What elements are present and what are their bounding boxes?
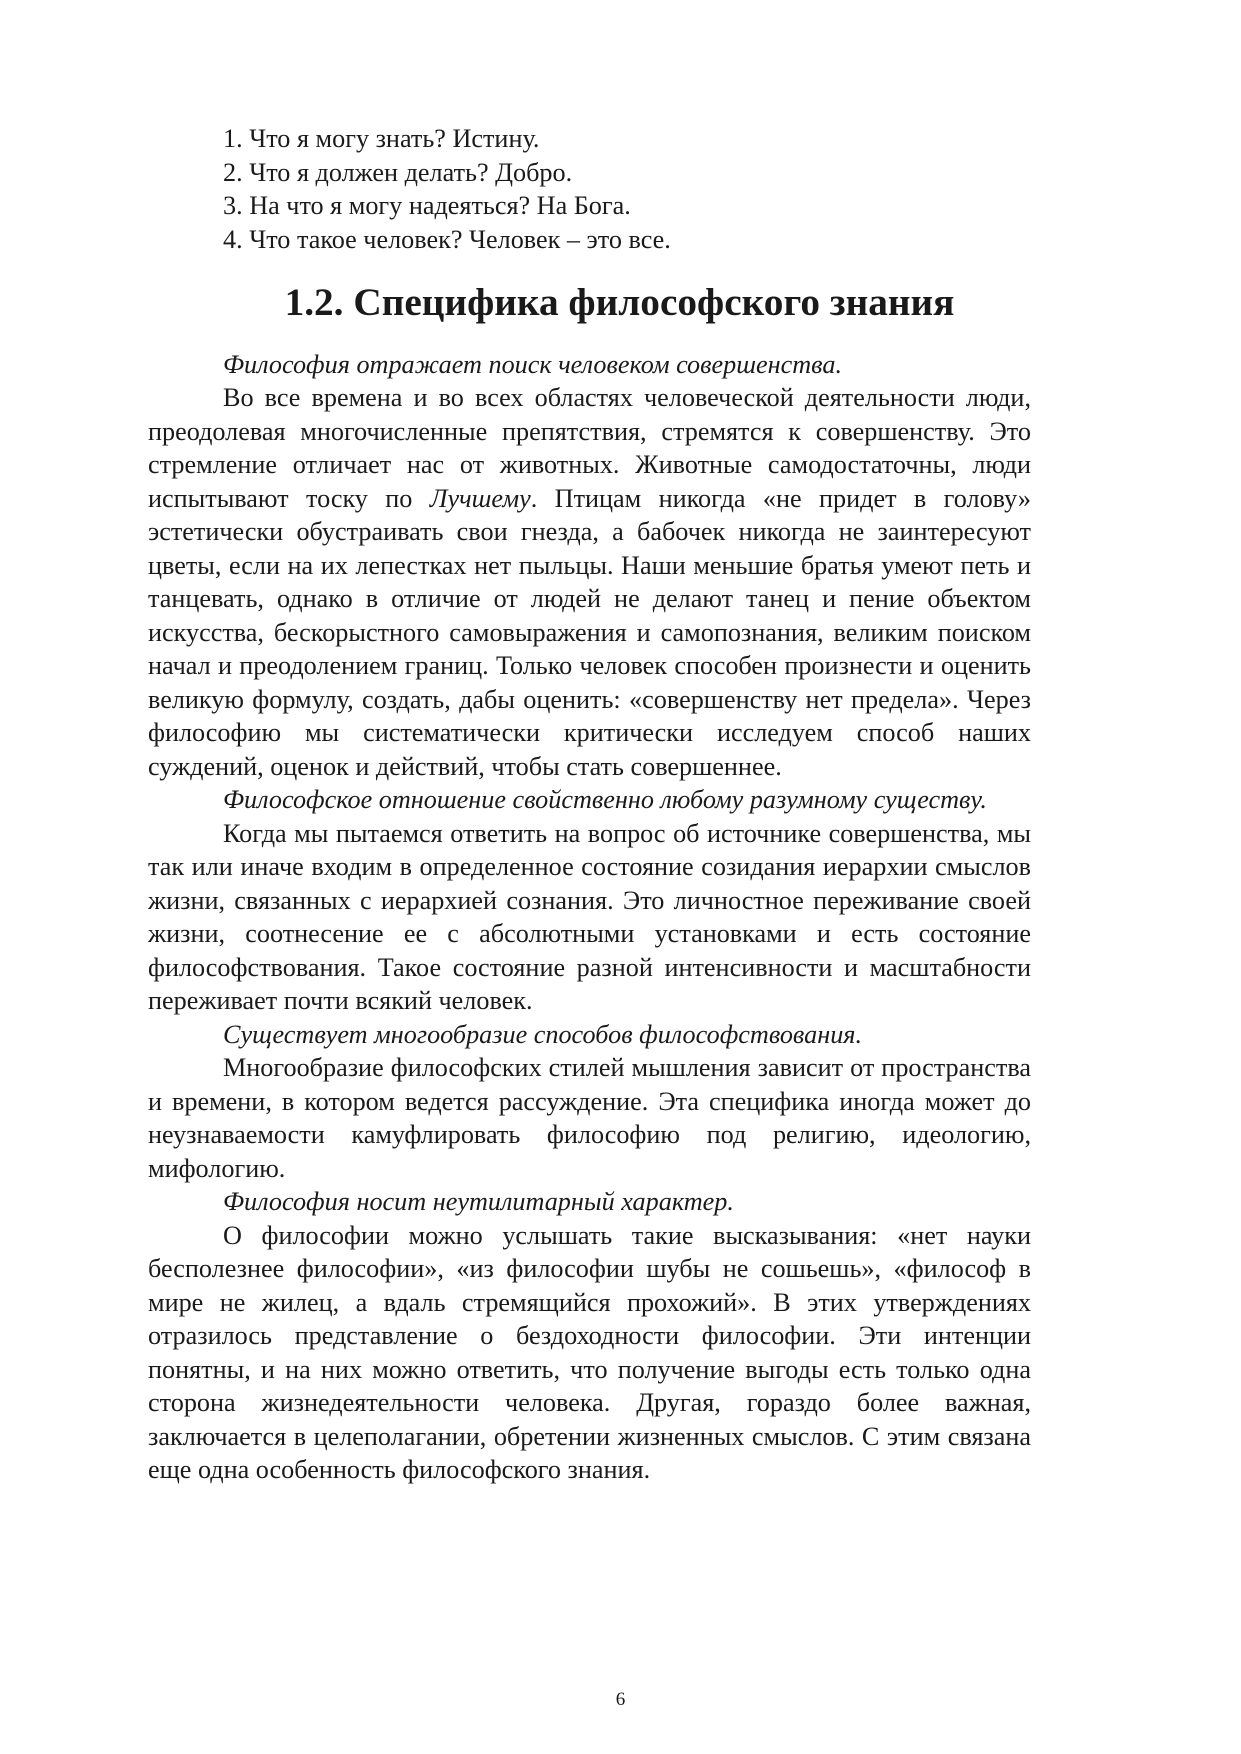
page-number: 6 [615,1689,626,1710]
thesis-perfection: Философия отражает поиск человеком совершенства. [223,349,842,379]
paragraph-rational-being: Когда мы пытаемся ответить на вопрос об источнике совершенства, мы так или иначе входим в определенное состояние созидания иерархии смыслов жизни, связанных с иерархией сознания. Это личностное переживание своей жизни, соотнесение ее с абсолютными установками и есть состояние философствования. Такое состояние разной интенсивности и масштабности переживает почти всякий человек. [148,818,1031,1015]
emphasis-word: Лучшему [429,483,531,513]
paragraph-perfection [148,381,1031,783]
page-content [148,122,1031,1487]
section-heading: 1.2. Специфика философского знания [284,280,955,324]
thesis-rational-being: Философское отношение свойственно любому разумному существу. [223,785,987,814]
numbered-list [148,122,1031,256]
thesis-non-utilitarian: Философия носит неутилитарный характер. [223,1187,734,1216]
list-item: 1. Что я могу знать? Истину. [223,124,540,153]
list-item: 4. Что такое человек? Человек – это все. [223,224,671,254]
list-item: 3. На что я могу надеяться? На Бога. [223,191,631,220]
paragraph-diversity: Многообразие философских стилей мышления зависит от пространства и времени, в котором ведется рассуждение. Эта специфика иногда может до неузнаваемости камуфлировать философию под религию, идеологию, мифологию. [148,1053,1031,1183]
paragraph-text: Во все времена и во всех областях человеческой деятельности люди, преодолевая многочисленные препятствия, стремятся к совершенству. Это стремление отличает нас от животных. Животные самодостаточны, люди испытывают тоску по [148,383,1031,513]
thesis-diversity: Существует многообразие способов философствования. [223,1019,863,1049]
list-item: 2. Что я должен делать? Добро. [223,157,573,187]
paragraph-text: . Птицам никогда «не придет в голову» эстетически обустраивать свои гнезда, а бабочек никогда не заинтересуют цветы, если на их лепестках нет пыльцы. Наши меньшие братья умеют петь и танцевать, однако в отличие от людей не делают танец и пение объектом искусства, бескорыстного самовыражения и самопознания, великим поиском начал и преодолением границ. Только человек способен произнести и оценить великую формулу, создать, дабы оценить: «совершенству нет предела». Через философию мы систематически критически исследуем способ наших суждений, оценок и действий, чтобы стать совершеннее. [148,483,1031,781]
paragraph-non-utilitarian: О философии можно услышать такие высказывания: «нет науки бесполезнее философии», «из философии шубы не сошьешь», «философ в мире не жилец, а вдаль стремящийся прохожий». В этих утверждениях отразилось представление о бездоходности философии. Эти интенции понятны, и на них можно ответить, что получение выгоды есть только одна сторона жизнедеятельности человека. Другая, гораздо более важная, заключается в целеполагании, обретении жизненных смыслов. С этим связана еще одна особенность философского знания. [148,1220,1031,1484]
